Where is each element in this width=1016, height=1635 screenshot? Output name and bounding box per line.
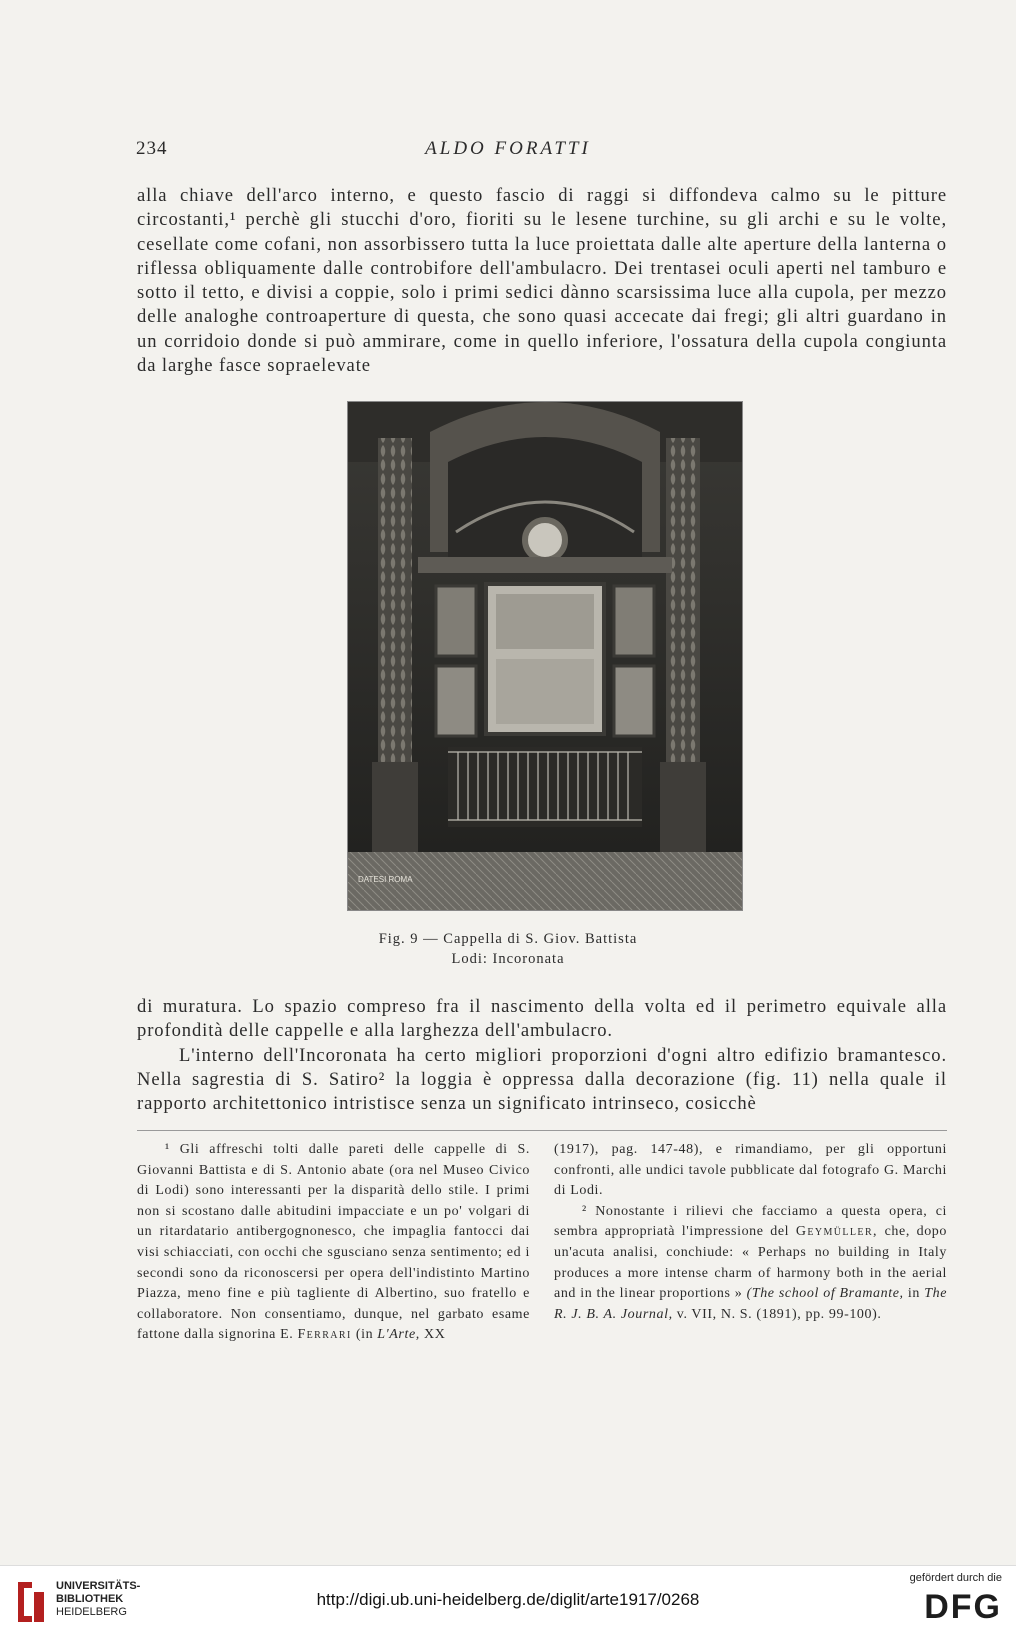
footnote-marker: ²: [582, 1203, 587, 1219]
caption-line-2: Lodi: Incoronata: [451, 951, 565, 967]
footnote-1: [137, 1140, 530, 1346]
footnote-text: (in: [355, 1327, 374, 1343]
footnote-column-left: [137, 1140, 530, 1346]
footnote-text: in: [907, 1286, 920, 1302]
figure-caption: [0, 929, 1016, 969]
source-url-link[interactable]: http://digi.ub.uni-heidelberg.de/diglit/arte1917/0268: [316, 1590, 700, 1609]
book-title: (The school of Bramante,: [746, 1286, 904, 1302]
funded-by-text: gefördert durch die: [909, 1572, 1002, 1584]
footnote-text: che, dopo un'acuta analisi, conchiude: « Perhaps no building in Italy produces a more intense charm of harmony both in the aerial and in the linear proportions »: [554, 1224, 948, 1302]
body-paragraph-2: [137, 995, 947, 1116]
journal-title: L'Arte,: [377, 1327, 420, 1343]
footnote-text: Gli affreschi tolti dalle pareti delle cappelle di S. Giovanni Battista e di S. Antonio abate (ora nel Museo Civico di Lodi) sono interessanti per la disparità dello stile. I primi non si scostano dalle abitudini impacciate e un po' volgari di un ritardatario antibergognonesco, che impaglia fantocci dai visi schiacciati, con occhi che sgusciano senza sentimento; ed i secondi sono da riconoscersi per opera dell'indistinto Martino Piazza, meno fine e più tagliente di Albertino, suo fratello e collaboratore. Non consentiamo, dunque, nel garbato esame fattone dalla signorina E.: [137, 1142, 530, 1343]
figure-photo: [347, 401, 743, 911]
footnote-1-continued: (1917), pag. 147-48), e rimandiamo, per gli opportuni confronti, alle undici tavole pubblicate dal fotografo G. Marchi di Lodi.: [554, 1142, 947, 1199]
footnote-text: XX: [424, 1327, 446, 1343]
page-number: 234: [136, 138, 168, 159]
author-name: Geymüller,: [795, 1224, 878, 1240]
institution-line: HEIDELBERG: [56, 1606, 127, 1618]
footnote-marker: ¹: [165, 1142, 170, 1157]
footnote-column-right: [554, 1140, 947, 1325]
running-head: ALDO FORATTI: [425, 138, 591, 159]
footer-bar: [0, 1565, 1016, 1635]
footnote-text: v. VII, N. S. (1891), pp. 99-100).: [676, 1306, 882, 1322]
footnote-rule: [137, 1130, 947, 1131]
paragraph-text: di muratura. Lo spazio compreso fra il nascimento della volta ed il perimetro equivale alla profondità delle cappelle e alla larghezza dell'ambulacro.: [137, 996, 947, 1042]
caption-line-1: Fig. 9 — Cappella di S. Giov. Battista: [378, 931, 638, 947]
paragraph-text: L'interno dell'Incoronata ha certo migliori proporzioni d'ogni altro edifizio bramantesco. Nella sagrestia di S. Satiro² la loggia è oppressa dalla decorazione (fig. 11) nella quale il rapporto architettonico intristisce senza un significato intrinseco, cosicchè: [137, 1044, 947, 1115]
footnote-text: Nonostante i rilievi che facciamo a questa opera, ci sembra appropriatà l'impressione del: [554, 1203, 947, 1240]
body-paragraph-1: [137, 184, 947, 378]
institution-line: BIBLIOTHEK: [56, 1593, 124, 1605]
photo-credit: DATESI ROMA: [358, 875, 413, 884]
footnote-2: [554, 1202, 947, 1326]
institution-line: UNIVERSITÄTS-: [56, 1580, 141, 1592]
chapel-photo: [348, 402, 742, 910]
dfg-logo: DFG: [924, 1588, 1002, 1626]
author-name: Ferrari: [297, 1327, 352, 1343]
journal-title: The R. J. B. A. Journal,: [554, 1286, 948, 1322]
paragraph-text: alla chiave dell'arco interno, e questo fascio di raggi si diffondeva calmo su le pitture circostanti,¹ perchè gli stucchi d'oro, fioriti su le lesene turchine, su gli archi e su le volte, cesellate come cofani, non assorbissero tutta la luce proiettata dalle alte aperture della lanterna o riflessa obliquamente dalle controbifore dell'ambulacro. Dei trentasei oculi aperti nel tamburo e sotto il tetto, e divisi a coppie, solo i primi sedici dànno scarsissima luce alla cupola, per mezzo delle analoghe controaperture di questa, che sono quasi accecate dai fregi; gli altri guardano in un corridoio donde si può ammirare, come in quello inferiore, l'ossatura della cupola congiunta da larghe fasce sopraelevate: [137, 185, 947, 377]
